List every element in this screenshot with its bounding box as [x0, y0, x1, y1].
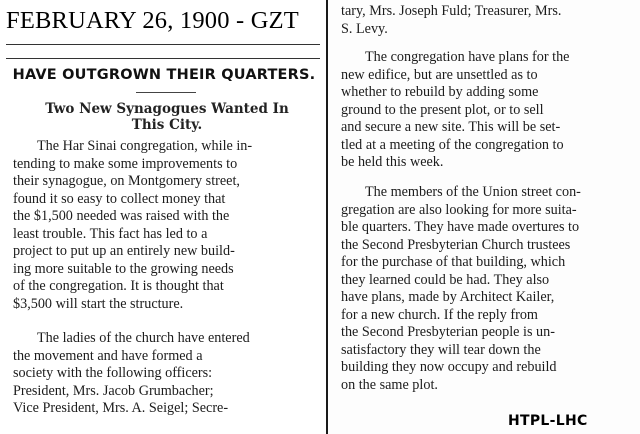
paragraph-2: [13, 330, 319, 418]
text-line: tending to make some improvements to: [13, 155, 238, 172]
subhead-line: This City.: [131, 117, 203, 133]
paragraph-3: [341, 3, 631, 38]
text-line: new edifice, but are unsettled as to: [341, 66, 538, 83]
text-line: project to put up an entirely new build-: [13, 243, 235, 259]
text-line: of the congregation. It is thought that: [13, 278, 224, 294]
text-line: they learned could be had. They also: [341, 271, 550, 288]
text-line: for the purchase of that building, which: [341, 254, 566, 270]
short-divider: [136, 92, 196, 93]
subhead-line: Two New Synagogues Wanted In: [45, 101, 289, 117]
text-line: found it so easy to collect money that: [13, 190, 226, 207]
text-line: ble quarters. They have made overtures to: [341, 219, 580, 235]
text-line: the Second Presbyterian people is un-: [341, 324, 555, 340]
text-line: and secure a new site. This will be set-: [341, 119, 561, 135]
text-line: The ladies of the church have entered: [37, 330, 250, 346]
text-line: tary, Mrs. Joseph Fuld; Treasurer, Mrs.: [341, 3, 562, 19]
divider-rule: [6, 58, 320, 59]
text-line: the Second Presbyterian Church trustees: [341, 236, 571, 253]
text-line: President, Mrs. Jacob Grumbacher;: [13, 382, 214, 399]
text-line: The Har Sinai congregation, while in-: [37, 138, 253, 154]
text-line: $3,500 will start the structure.: [13, 295, 184, 312]
text-line: building they now occupy and rebuild: [341, 359, 557, 375]
text-line: be held this week.: [341, 154, 444, 170]
text-line: The congregation have plans for the: [365, 49, 570, 65]
text-line: gregation are also looking for more suita-: [341, 201, 577, 218]
paragraph-4: [341, 49, 631, 172]
text-line: have plans, made by Architect Kailer,: [341, 289, 555, 305]
text-line: on the same plot.: [341, 376, 438, 393]
paragraph-1: [13, 138, 319, 313]
divider-rule: [6, 44, 320, 45]
text-line: Vice President, Mrs. A. Seigel; Secre-: [13, 400, 229, 416]
text-line: the movement and have formed a: [13, 347, 203, 364]
paragraph-5: [341, 184, 631, 394]
article-subheadline: [22, 101, 312, 133]
text-line: tled at a meeting of the congregation to: [341, 136, 564, 153]
text-line: society with the following officers:: [13, 365, 213, 381]
text-line: ing more suitable to the growing needs: [13, 260, 234, 277]
library-watermark: HTPL-LHC: [508, 413, 588, 429]
article-headline: HAVE OUTGROWN THEIR QUARTERS.: [12, 67, 316, 83]
text-line: ground to the present plot, or to sell: [341, 101, 544, 118]
text-line: least trouble. This fact has led to a: [13, 225, 208, 242]
text-line: S. Levy.: [341, 20, 388, 37]
text-line: the $1,500 needed was raised with the: [13, 208, 230, 224]
text-line: satisfactory they will tear down the: [341, 341, 541, 358]
text-line: for a new church. If the reply from: [341, 306, 538, 323]
dateline: FEBRUARY 26, 1900 - GZT: [6, 7, 299, 34]
text-line: their synagogue, on Montgomery street,: [13, 173, 240, 189]
text-line: whether to rebuild by adding some: [341, 84, 539, 100]
text-line: The members of the Union street con-: [365, 184, 581, 200]
